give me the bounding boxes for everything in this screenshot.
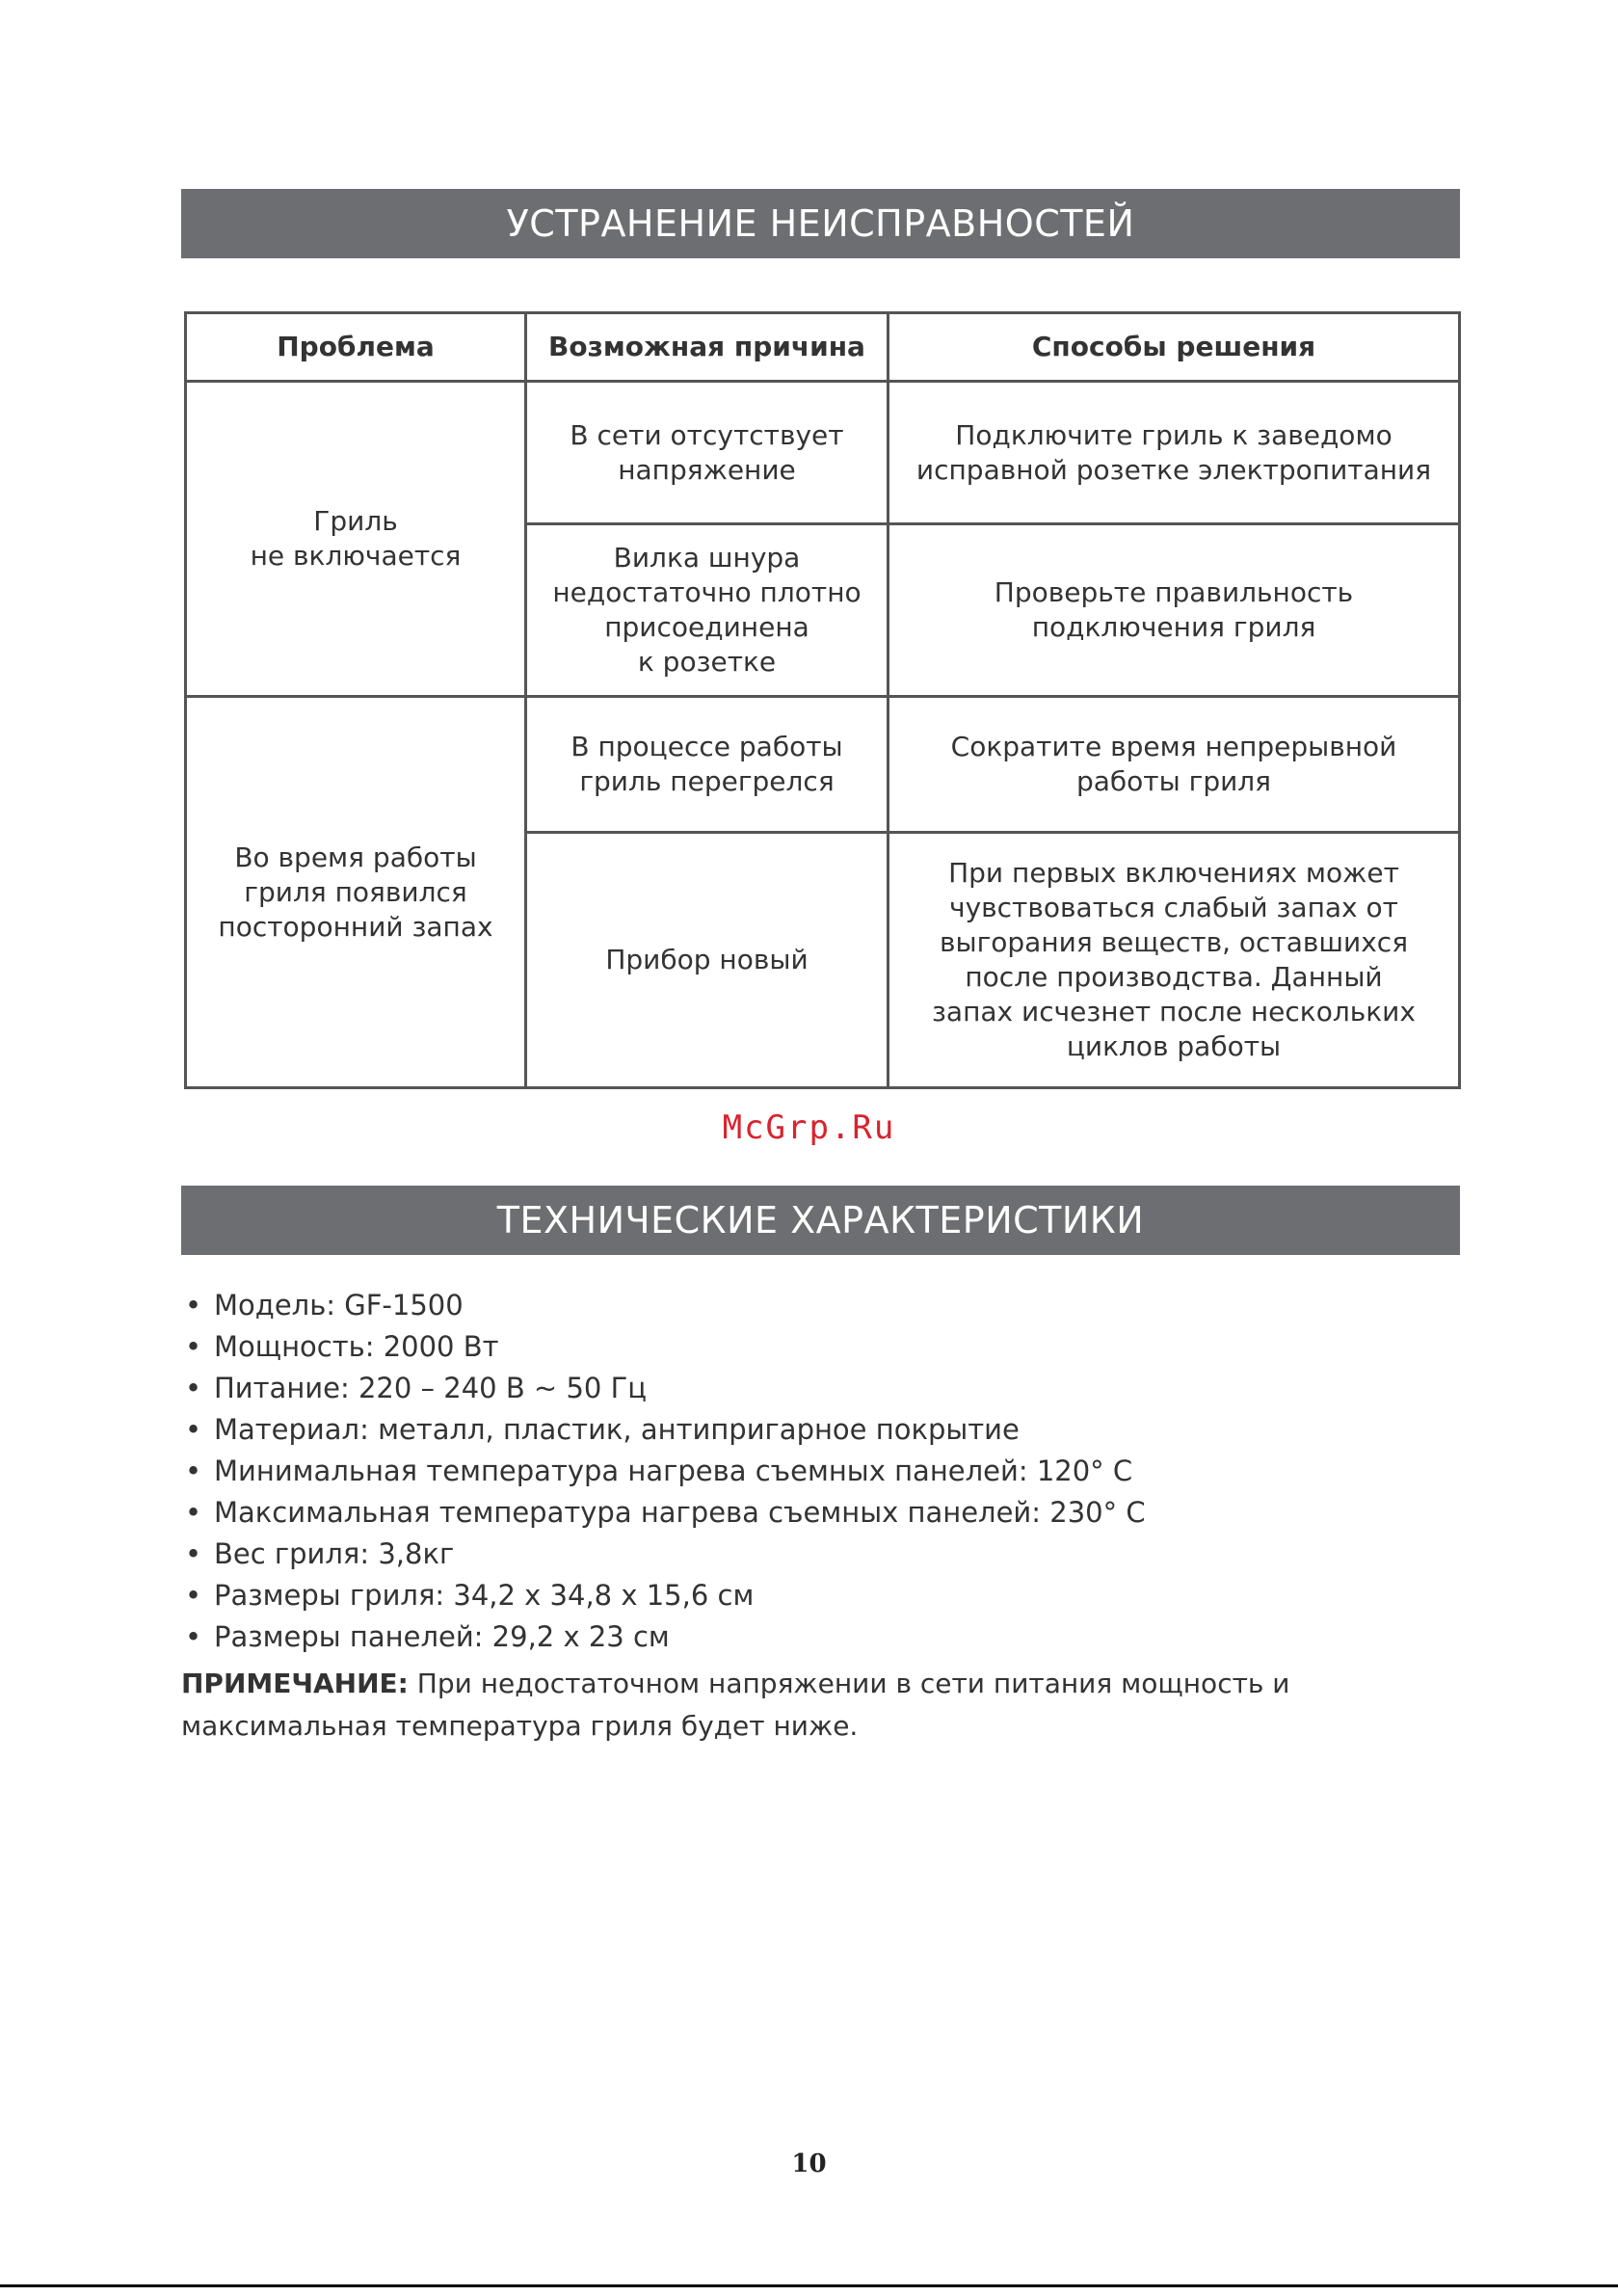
troubleshooting-table: [184, 311, 1461, 1089]
watermark: McGrp.Ru: [722, 1108, 896, 1147]
specs-title: ТЕХНИЧЕСКИЕ ХАРАКТЕРИСТИКИ: [181, 1186, 1460, 1255]
cause-cell: [526, 833, 889, 1088]
note-label: ПРИМЕЧАНИЕ:: [181, 1668, 409, 1699]
cell-line: недостаточно плотно: [552, 576, 862, 608]
cell-line: Подключите гриль к заведомо: [955, 418, 1393, 451]
cell-line: В сети отсутствует: [570, 418, 844, 451]
header-cause: Возможная причина: [526, 313, 889, 382]
list-item: • Мощность: 2000 Вт: [181, 1326, 1463, 1368]
cell-line: Проверьте правильность: [994, 576, 1354, 608]
cell-line: напряжение: [618, 453, 796, 486]
cell-line: после производства. Данный: [965, 961, 1383, 993]
header-solution: Способы решения: [889, 313, 1460, 382]
cause-cell: [526, 382, 889, 524]
cause-cell: [526, 524, 889, 697]
note-paragraph: [181, 1663, 1463, 1748]
bottom-rule: [0, 2284, 1618, 2287]
specs-list: [181, 1285, 1463, 1658]
cell-line: В процессе работы: [570, 731, 843, 762]
cell-line: чувствоваться слабый запах от: [949, 892, 1398, 923]
table-row: [186, 697, 1460, 833]
cell-line: При первых включениях может: [948, 857, 1399, 889]
solution-cell: [889, 697, 1460, 833]
cell-line: выгорания веществ, оставшихся: [939, 926, 1409, 958]
cell-line: присоединена: [604, 611, 809, 643]
header-problem: Проблема: [186, 313, 526, 382]
cell-line: циклов работы: [1066, 1030, 1282, 1062]
cell-line: Сократите время непрерывной: [950, 731, 1397, 762]
list-item: • Питание: 220 – 240 В ~ 50 Гц: [181, 1368, 1463, 1409]
list-item: • Размеры гриля: 34,2 х 34,8 х 15,6 см: [181, 1575, 1463, 1616]
list-item: • Вес гриля: 3,8кг: [181, 1534, 1463, 1575]
list-item: • Минимальная температура нагрева съемных панелей: 120° С: [181, 1451, 1463, 1492]
cell-line: исправной розетке электропитания: [915, 453, 1432, 486]
list-item: • Модель: GF-1500: [181, 1285, 1463, 1326]
cell-line: Прибор новый: [605, 944, 809, 975]
cell-line: подключения гриля: [1031, 611, 1316, 643]
cell-line: Вилка шнура: [613, 542, 801, 574]
cell-line: к розетке: [637, 646, 777, 678]
cell-line: Во время работы: [234, 841, 477, 873]
table-row: [186, 382, 1460, 524]
page-number: 10: [791, 2149, 827, 2178]
cell-line: гриль перегрелся: [579, 765, 835, 797]
solution-cell: [889, 833, 1460, 1088]
table-header-row: [186, 313, 1460, 382]
cell-line: запах исчезнет после нескольких: [932, 996, 1416, 1028]
solution-cell: [889, 524, 1460, 697]
note-text: При недостаточном напряжении в сети питания мощность и максимальная температура гриля будет ниже.: [181, 1668, 1290, 1742]
solution-cell: [889, 382, 1460, 524]
cell-line: работы гриля: [1075, 765, 1272, 797]
list-item: • Материал: металл, пластик, антипригарное покрытие: [181, 1409, 1463, 1451]
list-item: • Максимальная температура нагрева съемных панелей: 230° С: [181, 1492, 1463, 1534]
cell-line: гриля появился: [244, 875, 467, 908]
problem-cell: [186, 382, 526, 697]
cell-line: посторонний запах: [218, 910, 493, 943]
cell-line: не включается: [250, 540, 462, 572]
problem-cell: [186, 697, 526, 1088]
cause-cell: [526, 697, 889, 833]
cell-line: Гриль: [313, 505, 398, 537]
troubleshooting-title: УСТРАНЕНИЕ НЕИСПРАВНОСТЕЙ: [181, 189, 1460, 258]
list-item: • Размеры панелей: 29,2 х 23 см: [181, 1616, 1463, 1658]
